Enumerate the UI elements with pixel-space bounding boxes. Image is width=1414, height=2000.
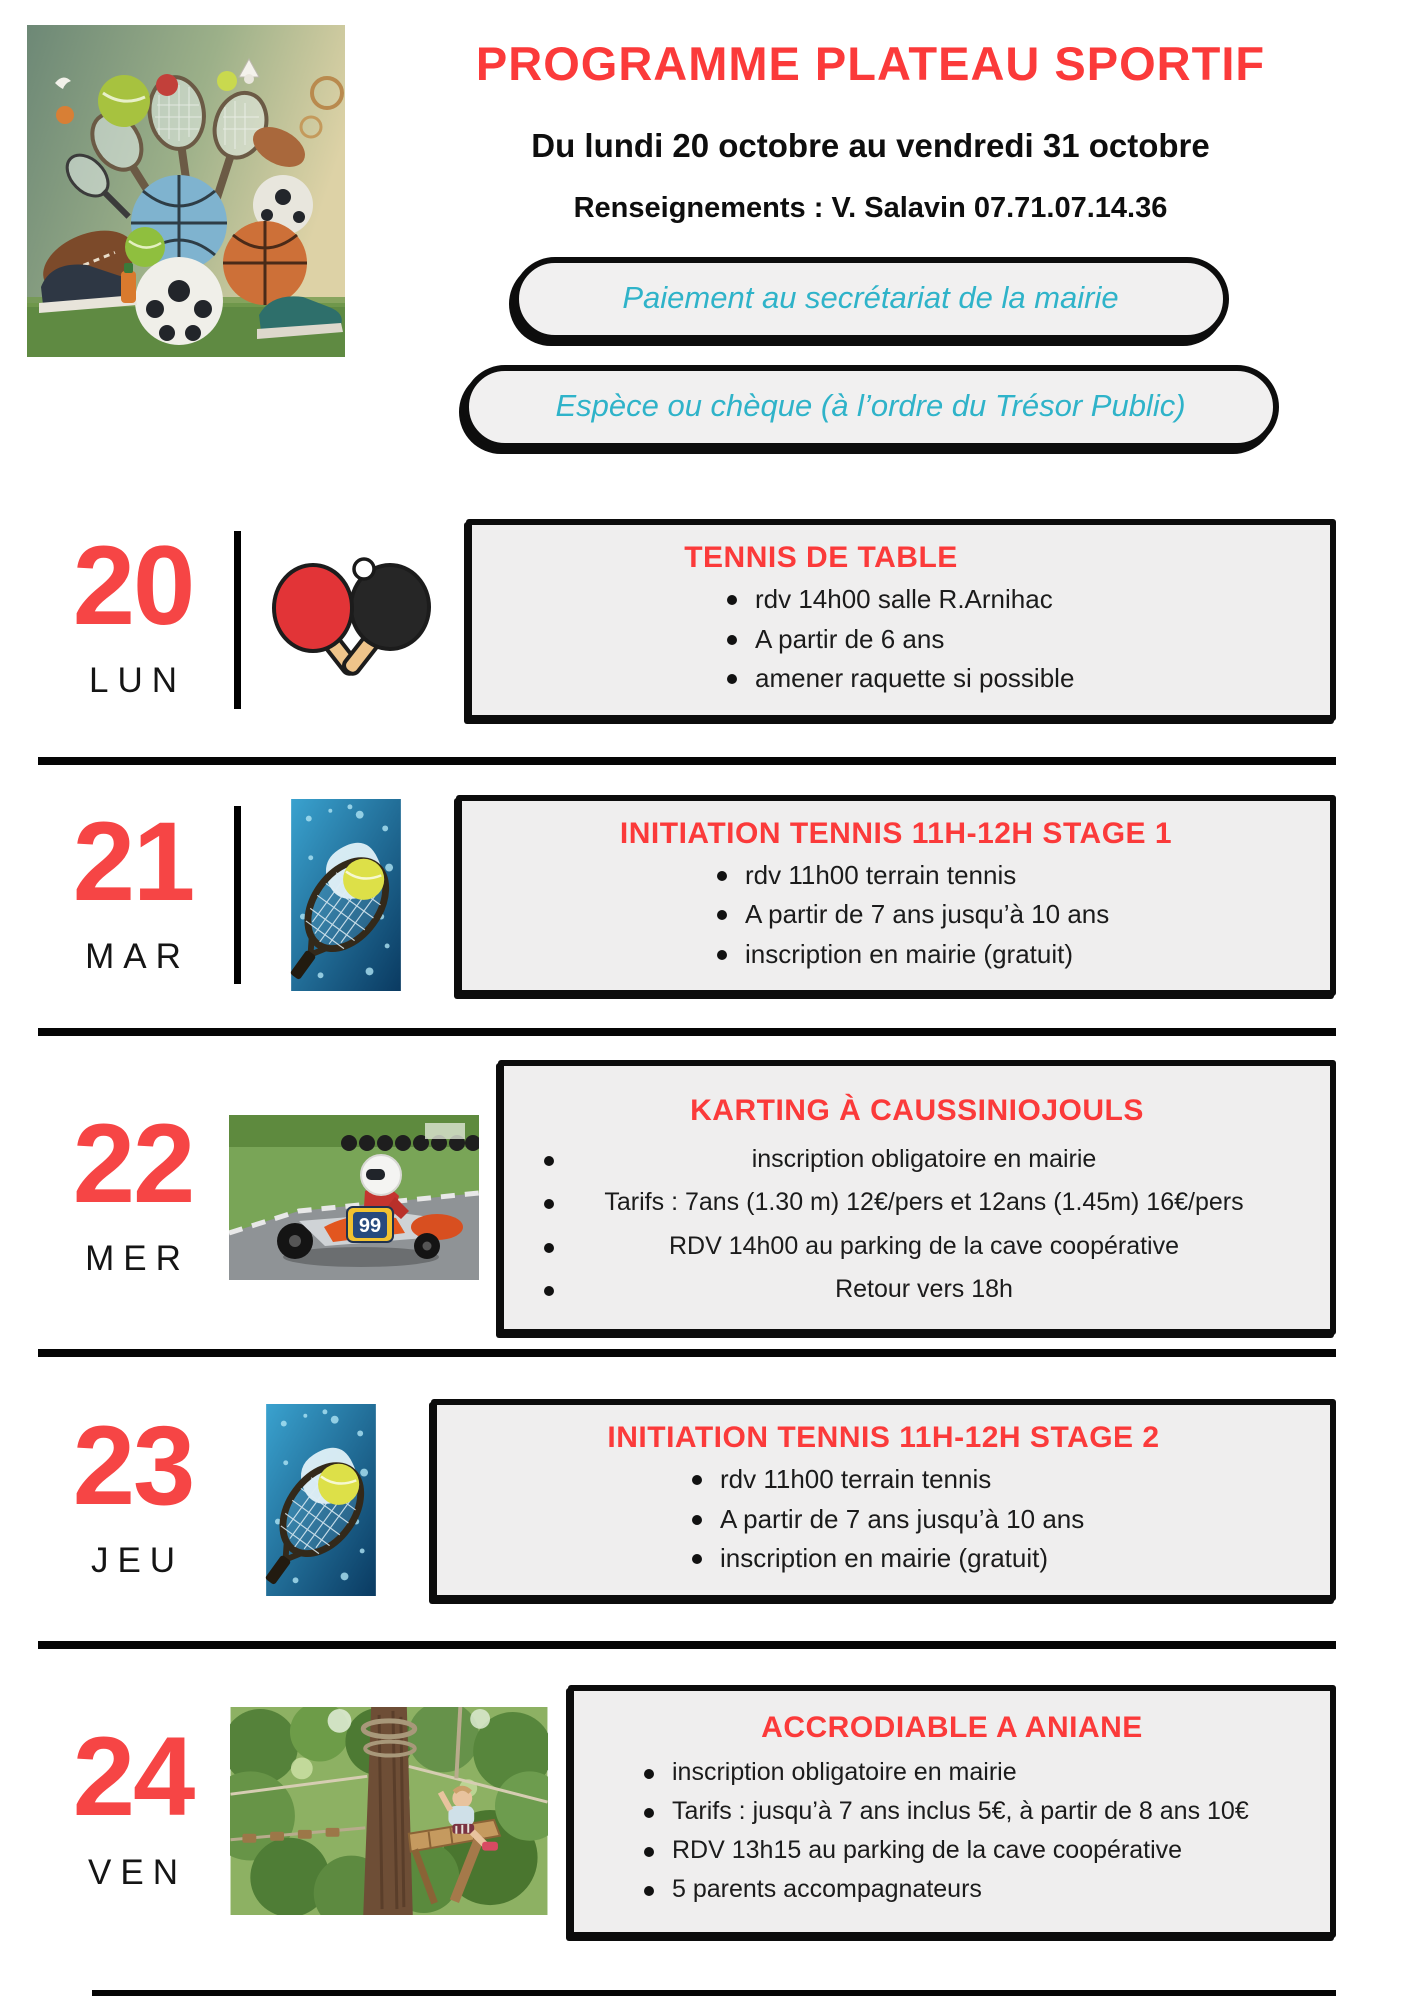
bottom-divider [92,1990,1336,1996]
day-label: LUN [88,661,187,701]
vertical-divider [234,531,241,709]
day-row-21 [0,795,1414,997]
activity-bullets [686,1463,1306,1575]
day-20-label-block [38,523,228,701]
bullet-item: Tarifs : jusqu’à 7 ans inclus 5€, à partir de 8 ans 10€ [638,1796,1306,1827]
activity-box-accrobranche [568,1685,1336,1938]
bullet-item: RDV 13h15 au parking de la cave coopérative [638,1835,1306,1866]
kart-number-text: 99 [358,1215,382,1237]
day-row-20 [0,519,1414,721]
bullet-item: amener raquette si possible [721,662,1306,695]
activity-box-karting [498,1060,1336,1335]
day-22-media [228,1115,480,1280]
activity-bullets [711,859,1306,971]
bullet-item: 5 parents accompagnateurs [638,1874,1306,1905]
day-label: VEN [88,1852,187,1892]
activity-box-initiation-tennis-1 [456,795,1336,997]
bullet-item: Tarifs : 7ans (1.30 m) 12€/pers et 12ans (1.45m) 16€/pers [528,1187,1306,1218]
payment-pill-2: Espèce ou chèque (à l’ordre du Trésor Public) [463,365,1279,449]
day-24-label-block [38,1714,228,1892]
bullet-item: A partir de 6 ans [721,623,1306,656]
activity-box-initiation-tennis-2 [431,1399,1336,1601]
header [0,0,1414,505]
day-number: 21 [72,798,194,924]
day-label: MER [85,1239,190,1279]
contact-info: Renseignements : V. Salavin 07.71.07.14.36 [573,192,1168,224]
activity-title: INITIATION TENNIS 11H-12H STAGE 2 [607,1421,1160,1454]
activity-title: ACCRODIABLE A ANIANE [761,1710,1143,1744]
bullet-item: inscription en mairie (gratuit) [711,938,1306,971]
row-divider [38,1641,1336,1649]
activity-title: KARTING À CAUSSINIOJOULS [690,1094,1144,1127]
activity-bullets [638,1757,1306,1906]
bullet-item: RDV 14h00 au parking de la cave coopérative [528,1231,1306,1262]
bullet-item: rdv 14h00 salle R.Arnihac [721,583,1306,616]
row-divider [38,1028,1336,1036]
day-24-media [228,1707,550,1915]
day-row-24 [0,1685,1414,1938]
day-23-media [228,1404,413,1596]
day-22-label-block [38,1100,228,1279]
bullet-item: Retour vers 18h [528,1274,1306,1305]
bullet-item: A partir de 7 ans jusqu’à 10 ans [711,898,1306,931]
activity-title: INITIATION TENNIS 11H-12H STAGE 1 [619,816,1173,850]
activity-title: TENNIS DE TABLE [684,541,958,574]
row-divider [38,757,1336,765]
row-divider [38,1349,1336,1357]
day-number: 20 [72,523,194,649]
day-row-22 [0,1060,1414,1335]
bullet-item: A partir de 7 ans jusqu’à 10 ans [686,1503,1306,1536]
bullet-item: rdv 11h00 terrain tennis [686,1463,1306,1496]
bullet-item: inscription obligatoire en mairie [638,1757,1306,1788]
activity-bullets [721,583,1306,695]
bullet-item: rdv 11h00 terrain tennis [711,859,1306,892]
page-title: PROGRAMME PLATEAU SPORTIF [475,37,1266,90]
day-21-label-block [38,798,228,977]
vertical-divider [234,806,241,984]
activity-bullets [528,1144,1306,1305]
day-23-label-block [38,1403,228,1581]
accrobranche-image [230,1707,548,1915]
day-number: 24 [72,1714,194,1840]
day-21-media [253,799,438,991]
day-row-23 [0,1399,1414,1601]
sports-collage-image [27,25,345,357]
payment-pill-1: Paiement au secrétariat de la mairie [513,257,1229,341]
tennis-racket-image [290,799,402,991]
bullet-item: inscription en mairie (gratuit) [686,1542,1306,1575]
activity-box-tennis-de-table [466,519,1336,721]
header-text-block [355,36,1386,449]
day-number: 23 [72,1403,194,1529]
table-tennis-paddles-icon [261,550,441,690]
bullet-item: inscription obligatoire en mairie [528,1144,1306,1175]
day-number: 22 [72,1100,194,1226]
date-range: Du lundi 20 octobre au vendredi 31 octobre [531,127,1210,164]
day-label: JEU [90,1541,185,1581]
karting-image [229,1115,479,1280]
tennis-racket-image [265,1404,377,1596]
day-label: MAR [85,936,190,976]
